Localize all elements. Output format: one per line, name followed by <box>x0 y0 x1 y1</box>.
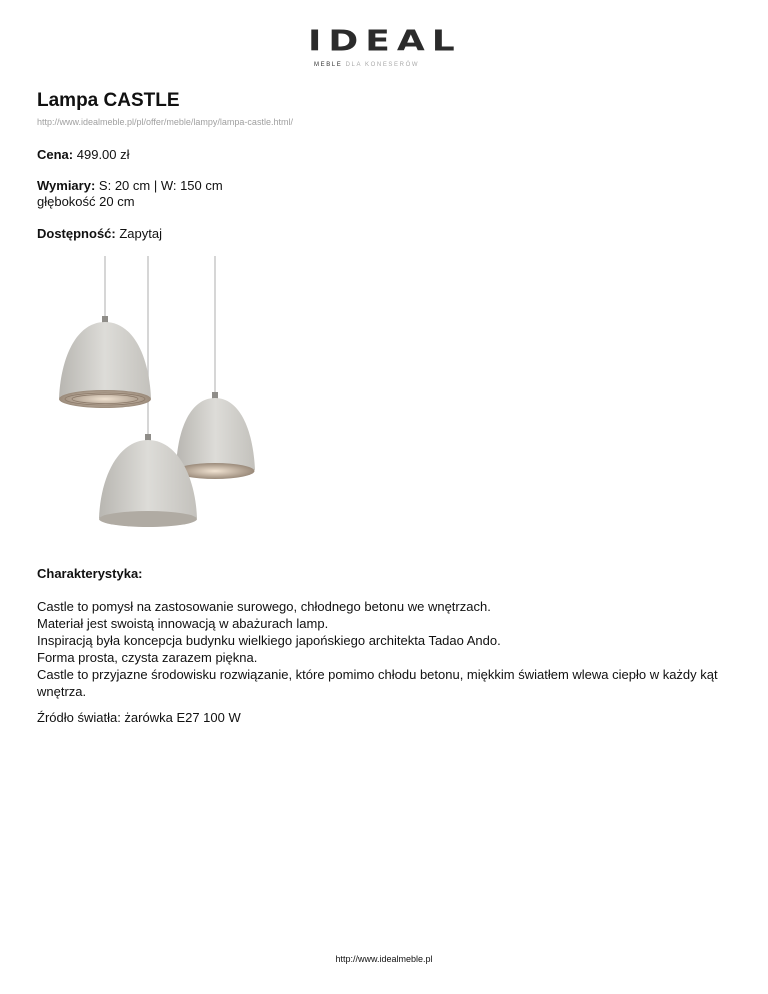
price-label: Cena: <box>37 147 74 162</box>
price-value: 499.00 zł <box>76 147 130 162</box>
dimensions-depth: głębokość 20 cm <box>37 194 135 209</box>
availability-field <box>37 226 162 242</box>
product-title: Lampa CASTLE <box>37 90 180 111</box>
logo-tagline-light: DLA KONESERÓW <box>345 62 420 68</box>
availability-label: Dostępność: <box>37 226 116 241</box>
light-source: Źródło światła: żarówka E27 100 W <box>37 710 241 725</box>
dimensions-value: S: 20 cm | W: 150 cm <box>98 178 223 193</box>
availability-value: Zapytaj <box>119 226 162 241</box>
characteristics-heading: Charakterystyka: <box>37 566 143 581</box>
footer-url: http://www.idealmeble.pl <box>335 954 433 964</box>
product-url: http://www.idealmeble.pl/pl/offer/meble/lampy/lampa-castle.html/ <box>37 117 293 127</box>
description-line: Inspiracją była koncepcja budynku wielkiego japońskiego architekta Tadao Ando. <box>37 633 501 648</box>
logo-tagline-dark: MEBLE <box>314 62 343 68</box>
brand-logo <box>308 25 478 72</box>
price-field <box>37 147 130 163</box>
characteristics-description <box>37 598 727 700</box>
description-line: Forma prosta, czysta zarazem piękna. <box>37 650 258 665</box>
product-photo <box>37 256 289 544</box>
dimensions-field <box>37 178 223 210</box>
logo-wordmark: IDEAL <box>308 25 462 58</box>
logo-tagline <box>314 62 419 68</box>
description-line: Materiał jest swoistą innowacją w abażurach lamp. <box>37 616 329 631</box>
dimensions-label: Wymiary: <box>37 178 96 193</box>
description-line: Castle to pomysł na zastosowanie surowego, chłodnego betonu we wnętrzach. <box>37 599 491 614</box>
description-line: Castle to przyjazne środowisku rozwiązanie, które pomimo chłodu betonu, miękkim światłem wlewa ciepło w każdy kąt wnętrza. <box>37 667 718 699</box>
